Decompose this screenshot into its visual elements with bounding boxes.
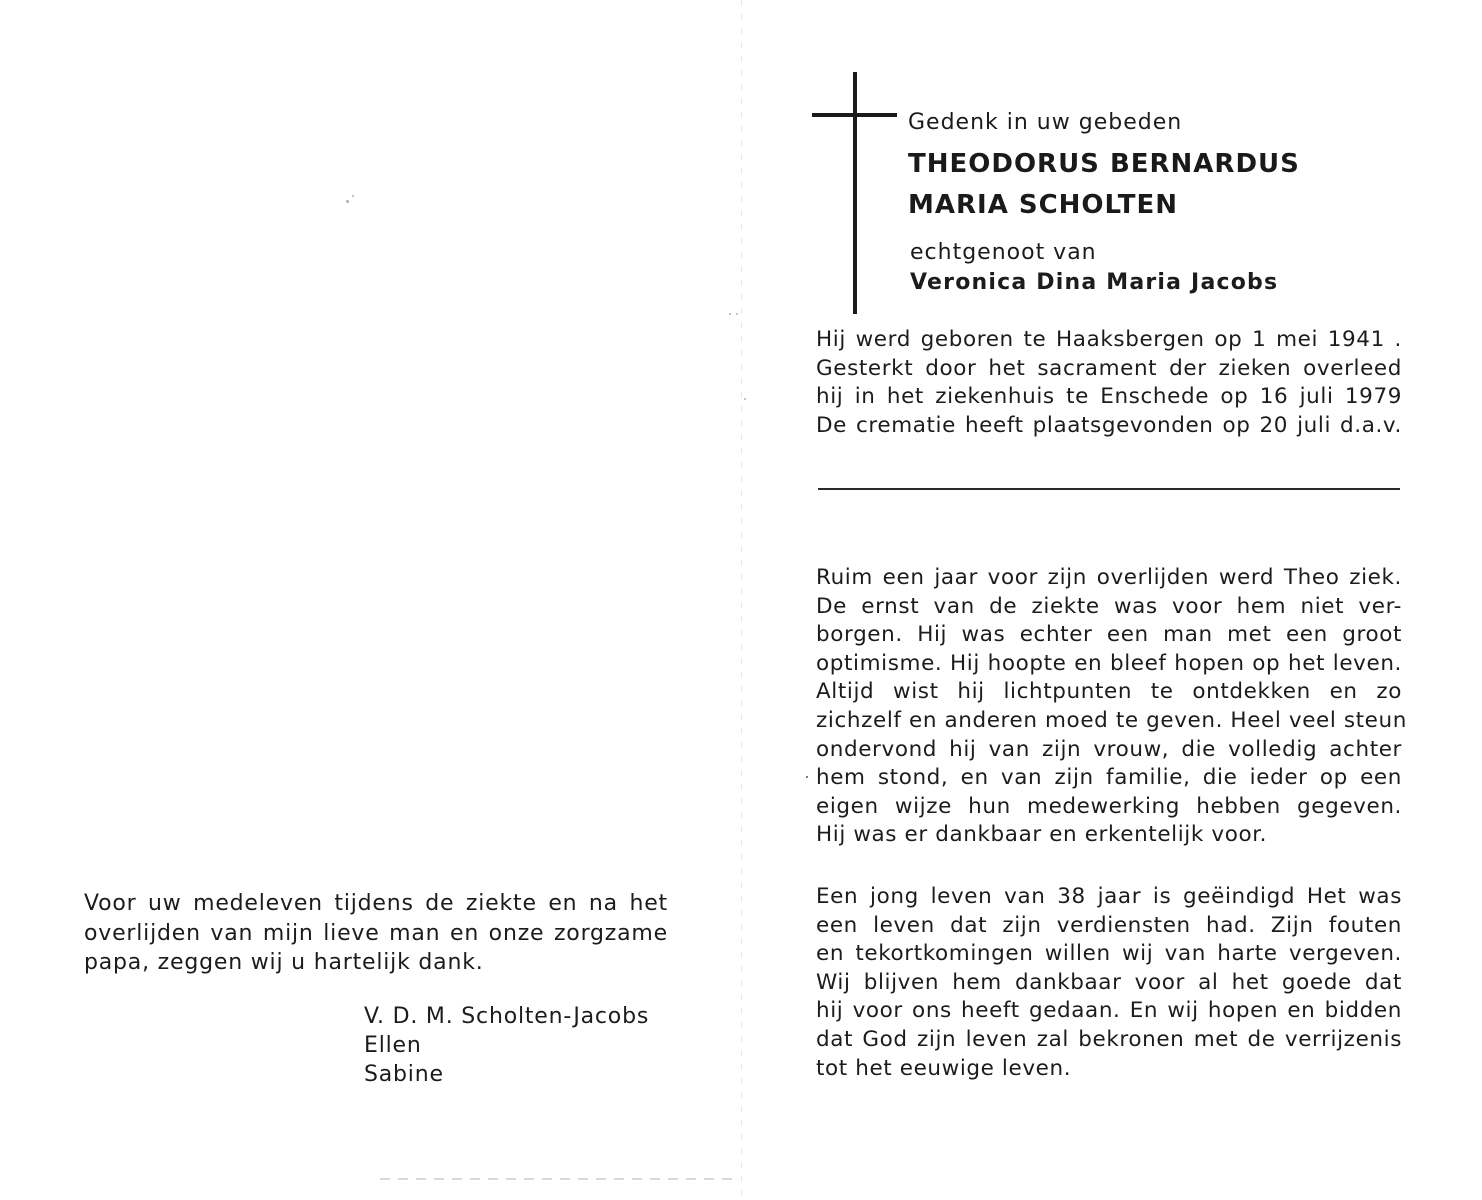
thank-you-note [84, 889, 668, 978]
scan-speck [352, 195, 354, 197]
spouse-name: Veronica Dina Maria Jacobs [910, 270, 1279, 295]
thanks-line: overlijden van mijn lieve man en onze zorgzame [84, 920, 668, 946]
cross-icon [853, 72, 857, 314]
paragraph-line: een leven dat zijn verdiensten had. Zijn fouten [816, 912, 1402, 938]
paragraph-line: optimisme. Hij hoopte en bleef hopen op het leven. [816, 650, 1402, 676]
paragraph-line: en tekortkomingen willen wij van harte vergeven. [816, 941, 1402, 967]
paragraph-line: dat God zijn leven zal bekronen met de verrijzenis [816, 1026, 1402, 1052]
memorial-paragraph-2 [816, 883, 1402, 1083]
signature-child: Ellen [364, 1033, 422, 1058]
paragraph-line: Altijd wist hij lichtpunten te ontdekken en zo [816, 679, 1402, 705]
thanks-line: papa, zeggen wij u hartelijk dank. [84, 950, 484, 975]
biography [816, 326, 1402, 440]
scan-speck [346, 200, 349, 203]
intro-text: Gedenk in uw gebeden [908, 110, 1183, 135]
paragraph-line: zichzelf en anderen moed te geven. Heel veel steun [816, 707, 1407, 733]
bio-line: hij in het ziekenhuis te Enschede op 16 juli 1979 [816, 384, 1402, 410]
deceased-name-line-2: MARIA SCHOLTEN [908, 190, 1179, 220]
scan-speck [736, 313, 738, 315]
deceased-name-line-1: THEODORUS BERNARDUS [908, 149, 1300, 179]
paragraph-line: Wij blijven hem dankbaar voor al het goede dat [816, 969, 1402, 995]
memorial-paragraph-1 [816, 564, 1407, 850]
fold-line [741, 0, 742, 1200]
paragraph-line: Een jong leven van 38 jaar is geëindigd Het was [816, 884, 1402, 909]
paragraph-line: Ruim een jaar voor zijn overlijden werd Theo ziek. [816, 565, 1402, 590]
paragraph-line: tot het eeuwige leven. [816, 1055, 1072, 1081]
scan-speck [806, 776, 808, 778]
signature-parent: V. D. M. Scholten-Jacobs [364, 1004, 650, 1029]
cross-icon-bar [812, 113, 897, 117]
scan-speck [729, 313, 731, 315]
paragraph-line: De ernst van de ziekte was voor hem niet ver- [816, 593, 1402, 619]
paragraph-line: Hij was er dankbaar en erkentelijk voor. [816, 822, 1268, 848]
bio-line: De crematie heeft plaatsgevonden op 20 juli d.a.v. [816, 412, 1402, 438]
paragraph-line: hij voor ons heeft gedaan. En wij hopen en bidden [816, 998, 1402, 1024]
bio-line: Gesterkt door het sacrament der zieken overleed [816, 355, 1402, 381]
paragraph-line: eigen wijze hun medewerking hebben gegeven. [816, 793, 1402, 819]
scan-speck [744, 398, 746, 400]
thanks-line: Voor uw medeleven tijdens de ziekte en na het [84, 891, 668, 916]
relation-text: echtgenoot van [910, 240, 1097, 265]
divider-line [818, 488, 1400, 490]
paragraph-line: borgen. Hij was echter een man met een groot [816, 622, 1402, 648]
bottom-edge-mark [380, 1178, 740, 1180]
signature-child: Sabine [364, 1062, 444, 1087]
bio-line: Hij werd geboren te Haaksbergen op 1 mei 1941 . [816, 327, 1402, 352]
paragraph-line: ondervond hij van zijn vrouw, die volledig achter [816, 736, 1402, 762]
paragraph-line: hem stond, en van zijn familie, die ieder op een [816, 765, 1402, 791]
